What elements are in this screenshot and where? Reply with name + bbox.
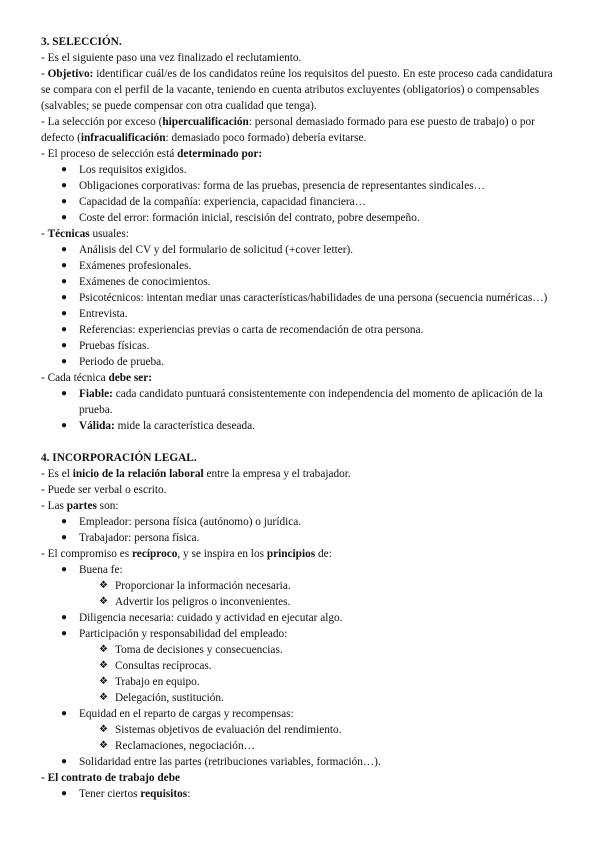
sub-list-item: ❖ Proporcionar la información necesaria. <box>99 580 291 592</box>
list-item: ● Obligaciones corporativas: forma de las pruebas, presencia de representantes sindicales… <box>61 180 485 192</box>
list-item: ● Entrevista. <box>61 308 128 320</box>
list-item: ● Diligencia necesaria: cuidado y actividad en ejecutar algo. <box>61 612 343 624</box>
sub-list-item: ❖ Reclamaciones, negociación… <box>99 740 255 752</box>
list-item: ● Coste del error: formación inicial, rescisión del contrato, pobre desempeño. <box>61 212 420 224</box>
sub-list-item: ❖ Consultas recíprocas. <box>99 660 212 672</box>
paragraph: - Es el siguiente paso una vez finalizado el reclutamiento. <box>41 52 302 64</box>
diamond-icon: ❖ <box>99 692 108 703</box>
bullet-icon: ● <box>61 308 68 319</box>
list-principios <box>41 562 560 770</box>
bullet-icon: ● <box>61 180 68 191</box>
bullet-icon: ● <box>61 788 68 799</box>
paragraph-contrato: - El contrato de trabajo debe <box>41 772 180 784</box>
bullet-icon: ● <box>61 356 68 367</box>
list-item: ● Referencias: experiencias previas o carta de recomendación de otra persona. <box>61 324 424 336</box>
bullet-icon: ● <box>61 164 68 175</box>
sub-list-item: ❖ Sistemas objetivos de evaluación del rendimiento. <box>99 724 342 736</box>
bullet-icon: ● <box>61 212 68 223</box>
list-determinado <box>41 162 560 226</box>
section-3-title: 3. SELECCIÓN. <box>41 36 122 48</box>
bullet-icon: ● <box>61 388 68 399</box>
paragraph-inicio: - Es el inicio de la relación laboral entre la empresa y el trabajador. <box>41 468 351 480</box>
bullet-icon: ● <box>61 340 68 351</box>
list-item: ● Fiable: cada candidato puntuará consistentemente con independencia del momento de aplicación de la prueba. <box>61 388 543 416</box>
list-contrato <box>41 786 560 802</box>
bullet-icon: ● <box>61 244 68 255</box>
list-item: ● Buena fe: <box>61 564 123 576</box>
paragraph-compromiso: - El compromiso es recíproco, y se inspira en los principios de: <box>41 548 332 560</box>
section-4-title: 4. INCORPORACIÓN LEGAL. <box>41 452 197 464</box>
diamond-icon: ❖ <box>99 740 108 751</box>
list-item: ● Los requisitos exigidos. <box>61 164 187 176</box>
bullet-icon: ● <box>61 612 68 623</box>
list-item: ● Empleador: persona física (autónomo) o jurídica. <box>61 516 302 528</box>
bullet-icon: ● <box>61 292 68 303</box>
list-cada-tecnica <box>41 386 560 434</box>
bullet-icon: ● <box>61 532 68 543</box>
paragraph-objetivo: - Objetivo: identificar cuál/es de los candidatos reúne los requisitos del puesto. En este proceso cada candidatura se compara con el perfil de la vacante, teniendo en cuenta atributos excluyentes (obligatorios) o compensables (salvables; se puede compensar con otra cualidad que tenga). <box>41 68 553 112</box>
paragraph-determinado: - El proceso de selección está determinado por: <box>41 148 263 160</box>
paragraph-cada-tecnica: - Cada técnica debe ser: <box>41 372 153 384</box>
list-item: ● Psicotécnicos: intentan mediar unas características/habilidades de una persona (secuencia numéricas…) <box>61 292 548 304</box>
list-item: ● Exámenes profesionales. <box>61 260 192 272</box>
diamond-icon: ❖ <box>99 580 108 591</box>
list-partes <box>41 514 560 546</box>
sub-list-item: ❖ Delegación, sustitución. <box>99 692 224 704</box>
list-item: ● Participación y responsabilidad del empleado: <box>61 628 288 640</box>
paragraph-seleccion: - La selección por exceso (hipercualificación: personal demasiado formado para ese puesto de trabajo) o por defecto (infracualificación: demasiado poco formado) debería evitarse. <box>41 116 535 144</box>
paragraph-tecnicas: - Técnicas usuales: <box>41 228 129 240</box>
diamond-icon: ❖ <box>99 724 108 735</box>
list-item: ● Tener ciertos requisitos: <box>61 788 191 800</box>
list-item: ● Solidaridad entre las partes (retribuciones variables, formación…). <box>61 756 381 768</box>
bullet-icon: ● <box>61 708 68 719</box>
sub-list-item: ❖ Trabajo en equipo. <box>99 676 200 688</box>
diamond-icon: ❖ <box>99 676 108 687</box>
bullet-icon: ● <box>61 628 68 639</box>
bullet-icon: ● <box>61 276 68 287</box>
list-item: ● Capacidad de la compañía: experiencia, capacidad financiera… <box>61 196 366 208</box>
diamond-icon: ❖ <box>99 596 108 607</box>
list-item: ● Válida: mide la característica deseada. <box>61 420 255 432</box>
bullet-icon: ● <box>61 196 68 207</box>
paragraph: - Puede ser verbal o escrito. <box>41 484 167 496</box>
list-item: ● Trabajador: persona física. <box>61 532 200 544</box>
diamond-icon: ❖ <box>99 660 108 671</box>
list-item: ● Exámenes de conocimientos. <box>61 276 211 288</box>
paragraph-partes: - Las partes son: <box>41 500 119 512</box>
list-tecnicas <box>41 242 560 370</box>
bullet-icon: ● <box>61 564 68 575</box>
bullet-icon: ● <box>61 260 68 271</box>
sub-list-item: ❖ Toma de decisiones y consecuencias. <box>99 644 283 656</box>
bullet-icon: ● <box>61 516 68 527</box>
bullet-icon: ● <box>61 324 68 335</box>
list-item: ● Equidad en el reparto de cargas y recompensas: <box>61 708 294 720</box>
diamond-icon: ❖ <box>99 644 108 655</box>
bullet-icon: ● <box>61 420 68 431</box>
list-item: ● Análisis del CV y del formulario de solicitud (+cover letter). <box>61 244 354 256</box>
list-item: ● Pruebas físicas. <box>61 340 150 352</box>
list-item: ● Periodo de prueba. <box>61 356 165 368</box>
sub-list-item: ❖ Advertir los peligros o inconvenientes. <box>99 596 291 608</box>
bullet-icon: ● <box>61 756 68 767</box>
